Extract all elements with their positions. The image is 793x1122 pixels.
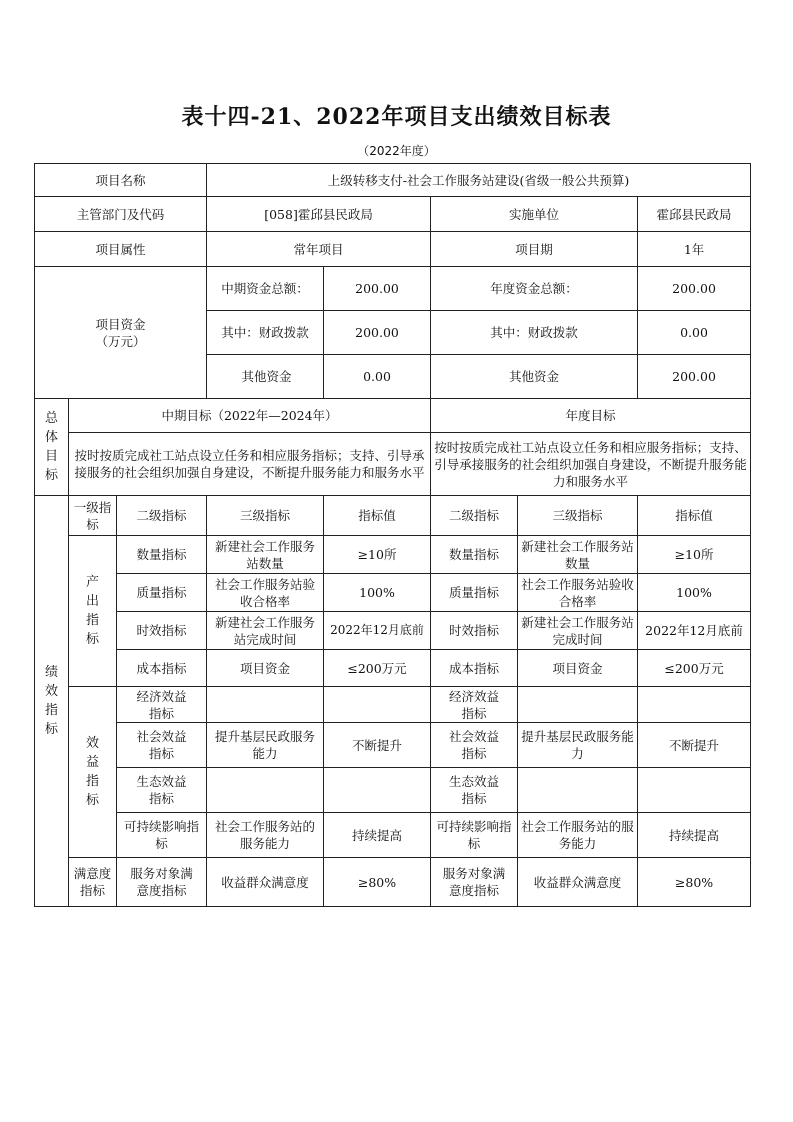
annual-total-label: 年度资金总额： [431, 267, 638, 311]
level2-cell: 服务对象满意度指标 [117, 858, 207, 907]
value-cell: 100% [324, 574, 431, 612]
value-cell: ≥80% [324, 858, 431, 907]
header-value-annual: 指标值 [638, 496, 751, 536]
level3-annual-cell: 新建社会工作服务站数量 [518, 536, 638, 574]
table-row [35, 536, 751, 574]
table-row [35, 858, 751, 907]
level3-annual-cell: 新建社会工作服务站完成时间 [518, 612, 638, 650]
level2-annual-cell: 可持续影响指标 [431, 813, 518, 858]
page-title: 表十四-21、2022年项目支出绩效目标表 [181, 104, 612, 130]
value-cell: 持续提高 [324, 813, 431, 858]
level1-satisfaction: 满意度指标 [69, 858, 117, 907]
level3-annual-cell [518, 768, 638, 813]
level2-annual-cell: 社会效益指标 [431, 723, 518, 768]
level3-cell [207, 687, 324, 723]
attribute-value: 常年项目 [207, 232, 431, 267]
midterm-total-value: 200.00 [324, 267, 431, 311]
row-funds-total [35, 267, 751, 311]
level3-cell: 新建社会工作服务站数量 [207, 536, 324, 574]
level2-cell: 成本指标 [117, 650, 207, 687]
level3-cell: 新建社会工作服务站完成时间 [207, 612, 324, 650]
funds-label [35, 267, 207, 399]
level3-annual-cell: 社会工作服务站的服务能力 [518, 813, 638, 858]
level2-cell: 数量指标 [117, 536, 207, 574]
header-value: 指标值 [324, 496, 431, 536]
level3-cell: 收益群众满意度 [207, 858, 324, 907]
value-annual-cell: 不断提升 [638, 723, 751, 768]
row-department [35, 197, 751, 232]
level2-cell: 经济效益指标 [117, 687, 207, 723]
level2-annual-cell: 成本指标 [431, 650, 518, 687]
midterm-goal-header: 中期目标（2022年—2024年） [69, 399, 431, 433]
value-annual-cell: 100% [638, 574, 751, 612]
level3-cell: 项目资金 [207, 650, 324, 687]
value-cell: ≥10所 [324, 536, 431, 574]
performance-target-table [34, 163, 751, 907]
level2-annual-cell: 生态效益指标 [431, 768, 518, 813]
period-value: 1年 [638, 232, 751, 267]
level2-annual-cell: 服务对象满意度指标 [431, 858, 518, 907]
annual-total-value: 200.00 [638, 267, 751, 311]
performance-label [35, 496, 69, 907]
level2-cell: 社会效益指标 [117, 723, 207, 768]
header-level3: 三级指标 [207, 496, 324, 536]
row-indicator-header [35, 496, 751, 536]
level3-annual-cell: 提升基层民政服务能力 [518, 723, 638, 768]
row-goal-header [35, 399, 751, 433]
header-level2-annual: 二级指标 [431, 496, 518, 536]
annual-goal-header: 年度目标 [431, 399, 751, 433]
level2-cell: 质量指标 [117, 574, 207, 612]
value-annual-cell [638, 768, 751, 813]
level2-cell: 生态效益指标 [117, 768, 207, 813]
table-row [35, 723, 751, 768]
level3-annual-cell: 收益群众满意度 [518, 858, 638, 907]
funds-label-line2: （万元） [95, 333, 146, 349]
overall-goal-label [35, 399, 69, 496]
level3-annual-cell [518, 687, 638, 723]
level2-annual-cell: 经济效益指标 [431, 687, 518, 723]
level3-cell: 社会工作服务站的服务能力 [207, 813, 324, 858]
value-cell [324, 768, 431, 813]
table-row [35, 650, 751, 687]
funds-label-line1: 项目资金 [95, 316, 146, 332]
annual-other-label: 其他资金 [431, 355, 638, 399]
annual-fiscal-value: 0.00 [638, 311, 751, 355]
row-goal-text [35, 433, 751, 496]
attribute-label: 项目属性 [35, 232, 207, 267]
annual-other-value: 200.00 [638, 355, 751, 399]
overall-goal-label-text: 总体目标 [44, 411, 58, 483]
level3-cell: 社会工作服务站验收合格率 [207, 574, 324, 612]
midterm-fiscal-label: 其中：财政拨款 [207, 311, 324, 355]
level3-cell: 提升基层民政服务能力 [207, 723, 324, 768]
midterm-fiscal-value: 200.00 [324, 311, 431, 355]
level1-output: 产出指标 [69, 536, 117, 687]
level3-cell [207, 768, 324, 813]
fiscal-year-subtitle: （2022年度） [357, 144, 436, 158]
value-annual-cell [638, 687, 751, 723]
project-name-value: 上级转移支付-社会工作服务站建设(省级一般公共预算) [207, 164, 751, 197]
table-row [35, 612, 751, 650]
value-annual-cell: ≤200万元 [638, 650, 751, 687]
level2-annual-cell: 时效指标 [431, 612, 518, 650]
annual-fiscal-label: 其中：财政拨款 [431, 311, 638, 355]
table-row [35, 813, 751, 858]
level2-cell: 时效指标 [117, 612, 207, 650]
header-level2: 二级指标 [117, 496, 207, 536]
value-cell: 不断提升 [324, 723, 431, 768]
header-level1: 一级指标 [69, 496, 117, 536]
value-annual-cell: ≥80% [638, 858, 751, 907]
midterm-goal-text: 按时按质完成社工站点设立任务和相应服务指标；支持、引导承接服务的社会组织加强自身建设，不断提升服务能力和服务水平 [69, 433, 431, 496]
value-cell: ≤200万元 [324, 650, 431, 687]
value-annual-cell: 2022年12月底前 [638, 612, 751, 650]
table-row [35, 574, 751, 612]
value-annual-cell: 持续提高 [638, 813, 751, 858]
header-level3-annual: 三级指标 [518, 496, 638, 536]
performance-label-text: 绩效指标 [44, 665, 58, 737]
level2-annual-cell: 数量指标 [431, 536, 518, 574]
project-name-label: 项目名称 [35, 164, 207, 197]
table-row [35, 687, 751, 723]
value-cell: 2022年12月底前 [324, 612, 431, 650]
midterm-total-label: 中期资金总额： [207, 267, 324, 311]
department-label: 主管部门及代码 [35, 197, 207, 232]
level2-cell: 可持续影响指标 [117, 813, 207, 858]
level3-annual-cell: 社会工作服务站验收合格率 [518, 574, 638, 612]
table-row [35, 768, 751, 813]
value-cell [324, 687, 431, 723]
annual-goal-text: 按时按质完成社工站点设立任务和相应服务指标；支持、引导承接服务的社会组织加强自身建设，不断提升服务能力和服务水平 [431, 433, 751, 496]
midterm-other-value: 0.00 [324, 355, 431, 399]
value-annual-cell: ≥10所 [638, 536, 751, 574]
row-attribute [35, 232, 751, 267]
department-value: [058]霍邱县民政局 [207, 197, 431, 232]
implementer-value: 霍邱县民政局 [638, 197, 751, 232]
midterm-other-label: 其他资金 [207, 355, 324, 399]
implementer-label: 实施单位 [431, 197, 638, 232]
level1-benefit: 效益指标 [69, 687, 117, 858]
row-project-name [35, 164, 751, 197]
period-label: 项目期 [431, 232, 638, 267]
level2-annual-cell: 质量指标 [431, 574, 518, 612]
level3-annual-cell: 项目资金 [518, 650, 638, 687]
